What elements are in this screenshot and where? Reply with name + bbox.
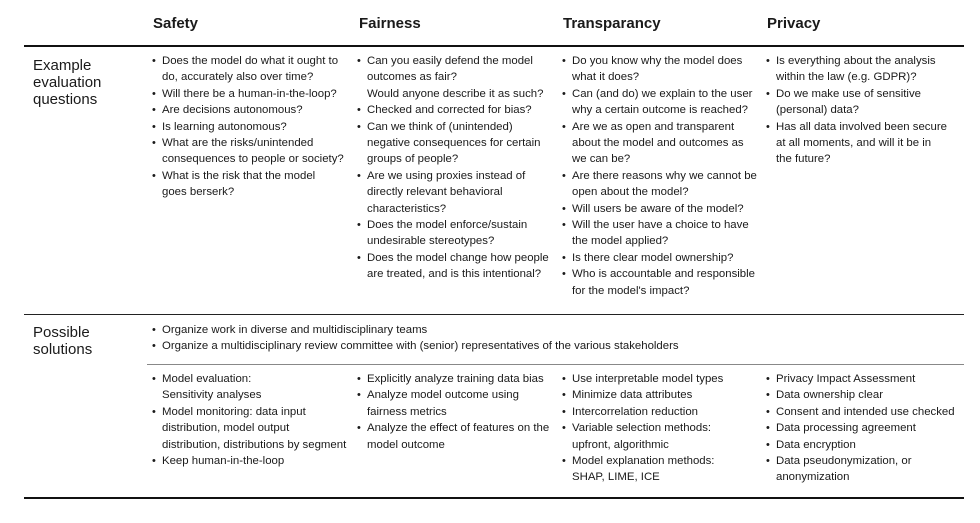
- list-item-line: • Keep human-in-the-loop: [162, 455, 285, 468]
- list-item: [766, 453, 966, 486]
- list-item: • Organize a multidisciplinary review committee with (senior) representatives of the various stakeholders: [152, 338, 952, 354]
- row-header-evaluation-questions: [33, 57, 101, 108]
- row-header-line: Example: [33, 57, 92, 74]
- list-item-line: within the law (e.g. GDPR)?: [776, 71, 917, 84]
- list-item-line: • Do you know why the model does: [572, 55, 743, 67]
- safety-solutions-list: [152, 371, 352, 469]
- list-item-line: upfront, algorithmic: [572, 438, 669, 451]
- list-item: [152, 168, 352, 201]
- list-item-line: • Does the model do what it ought to: [162, 55, 339, 67]
- row-header-line: Possible: [33, 324, 90, 341]
- row-header-line: solutions: [33, 341, 93, 358]
- list-item: [357, 53, 557, 102]
- list-item-line: • Can you easily defend the model: [367, 55, 533, 67]
- list-item-line: • Data ownership clear: [776, 389, 883, 402]
- list-item-line: groups of people?: [367, 153, 459, 166]
- list-item-line: • Who is accountable and responsible: [572, 268, 755, 281]
- list-item: [357, 371, 557, 387]
- row-header-line: evaluation: [33, 74, 102, 91]
- list-item-line: • What is the risk that the model: [162, 169, 316, 182]
- fairness-questions-list: [357, 53, 557, 283]
- list-item-line: • Analyze model outcome using: [367, 389, 519, 402]
- list-item: [562, 217, 762, 250]
- row-header-line: questions: [33, 91, 98, 108]
- list-item-line: • Are there reasons why we cannot be: [572, 169, 757, 182]
- list-item-line: • Can we think of (unintended): [367, 120, 513, 133]
- list-item-line: negative consequences for certain: [367, 137, 541, 150]
- list-item-line: (personal) data?: [776, 104, 859, 117]
- list-item: [152, 135, 352, 168]
- section-rule: [24, 314, 964, 315]
- list-item: [357, 250, 557, 283]
- list-item: [562, 387, 762, 403]
- list-item: [766, 371, 966, 387]
- list-item-line: consequences to people or society?: [162, 153, 344, 166]
- list-item-line: characteristics?: [367, 202, 447, 215]
- transparancy-solutions-list: [562, 371, 762, 486]
- list-item-line: • Has all data involved been secure: [776, 120, 947, 133]
- list-item: [766, 53, 966, 86]
- list-item: [562, 201, 762, 217]
- list-item-line: • Can (and do) we explain to the user: [572, 87, 753, 100]
- list-item: [562, 404, 762, 420]
- list-item: [357, 420, 557, 453]
- list-item: [152, 404, 352, 453]
- list-item-line: • Consent and intended use checked: [776, 405, 955, 418]
- list-item-line: • Model evaluation:: [162, 373, 252, 385]
- list-item: [562, 420, 762, 453]
- header-rule: [24, 45, 964, 47]
- list-item-line: • Privacy Impact Assessment: [776, 373, 916, 385]
- list-item: [152, 53, 352, 86]
- list-item: • Organize work in diverse and multidisciplinary teams: [152, 322, 952, 338]
- list-item-line: • Data processing agreement: [776, 422, 916, 435]
- list-item: [562, 250, 762, 266]
- list-item-line: what it does?: [572, 71, 640, 84]
- list-item-line: • Will the user have a choice to have: [572, 219, 749, 232]
- transparancy-questions-list: [562, 53, 762, 299]
- column-header-fairness: Fairness: [359, 15, 421, 32]
- list-item: [357, 102, 557, 118]
- list-item-line: • Use interpretable model types: [572, 373, 724, 385]
- list-item: [766, 437, 966, 453]
- list-item-line: why a certain outcome is reached?: [572, 104, 749, 117]
- list-item: [152, 119, 352, 135]
- list-item-line: we can be?: [572, 153, 631, 166]
- list-item-line: • Is learning autonomous?: [162, 120, 287, 133]
- row-header-possible-solutions: [33, 324, 92, 358]
- list-item-line: SHAP, LIME, ICE: [572, 471, 660, 484]
- list-item-line: the future?: [776, 153, 831, 166]
- list-item-line: • Model explanation methods:: [572, 455, 715, 468]
- list-item-line: • What are the risks/unintended: [162, 137, 314, 150]
- list-item-line: • Is everything about the analysis: [776, 55, 936, 67]
- list-item-line: the model applied?: [572, 235, 669, 248]
- list-item-line: distribution, model output: [162, 422, 290, 435]
- list-item-line: • Does the model change how people: [367, 251, 549, 264]
- list-item-line: undesirable stereotypes?: [367, 235, 495, 248]
- fairness-solutions-list: [357, 371, 557, 453]
- list-item-line: • Do we make use of sensitive: [776, 87, 921, 100]
- list-item-line: • Minimize data attributes: [572, 389, 693, 402]
- list-item: [357, 119, 557, 168]
- list-item-line: • Explicitly analyze training data bias: [367, 373, 544, 385]
- list-item-line: open about the model?: [572, 186, 689, 199]
- list-item-line: outcomes as fair?: [367, 71, 457, 84]
- list-item-line: anonymization: [776, 471, 850, 484]
- column-header-safety: Safety: [153, 15, 199, 32]
- list-item: [357, 217, 557, 250]
- list-item-line: • Are we using proxies instead of: [367, 169, 526, 182]
- list-item-line: distribution, distributions by segment: [162, 438, 347, 451]
- column-header-privacy: Privacy: [767, 15, 821, 32]
- list-item: [562, 53, 762, 86]
- list-item-line: Sensitivity analyses: [162, 389, 262, 402]
- list-item: [152, 86, 352, 102]
- list-item-line: • Will there be a human-in-the-loop?: [162, 87, 337, 100]
- list-item-line: at all moments, and will it be in: [776, 137, 932, 150]
- list-item: [562, 168, 762, 201]
- list-item-line: • Checked and corrected for bias?: [367, 104, 532, 117]
- list-item: [766, 420, 966, 436]
- list-item-line: about the model and outcomes as: [572, 137, 744, 150]
- list-item-line: for the model's impact?: [572, 284, 690, 297]
- list-item-line: • Model monitoring: data input: [162, 405, 306, 418]
- list-item-line: • Are we as open and transparent: [572, 120, 735, 133]
- privacy-solutions-list: [766, 371, 966, 486]
- list-item: [562, 266, 762, 299]
- list-item-line: • Data pseudonymization, or: [776, 455, 912, 468]
- list-item: [766, 387, 966, 403]
- list-item-line: • Are decisions autonomous?: [162, 104, 303, 117]
- solutions-divider: [147, 364, 964, 365]
- list-item-line: • Will users be aware of the model?: [572, 202, 744, 215]
- list-item: [766, 404, 966, 420]
- list-item: [152, 102, 352, 118]
- list-item: [152, 453, 352, 469]
- list-item-line: directly relevant behavioral: [367, 186, 503, 199]
- list-item: [562, 453, 762, 486]
- list-item-line: • Does the model enforce/sustain: [367, 219, 528, 232]
- list-item-line: • Intercorrelation reduction: [572, 405, 698, 418]
- list-item: [152, 371, 352, 404]
- list-item-line: goes berserk?: [162, 186, 235, 199]
- list-item: [357, 387, 557, 420]
- privacy-questions-list: [766, 53, 966, 168]
- list-item: [562, 86, 762, 119]
- list-item: [562, 371, 762, 387]
- list-item-line: fairness metrics: [367, 405, 447, 418]
- list-item-line: are treated, and is this intentional?: [367, 268, 542, 281]
- list-item-line: Would anyone describe it as such?: [367, 87, 544, 100]
- list-item-line: do, accurately also over time?: [162, 71, 314, 84]
- list-item-line: • Variable selection methods:: [572, 422, 712, 435]
- safety-questions-list: [152, 53, 352, 201]
- column-header-transparancy: Transparancy: [563, 15, 661, 32]
- list-item: [562, 119, 762, 168]
- general-solutions-list: [152, 322, 952, 355]
- footer-rule: [24, 497, 964, 499]
- list-item: [766, 86, 966, 119]
- list-item-line: model outcome: [367, 438, 445, 451]
- list-item: [357, 168, 557, 217]
- list-item-line: • Analyze the effect of features on the: [367, 422, 550, 435]
- list-item-line: • Data encryption: [776, 438, 856, 451]
- list-item: [766, 119, 966, 168]
- list-item-line: • Is there clear model ownership?: [572, 251, 734, 264]
